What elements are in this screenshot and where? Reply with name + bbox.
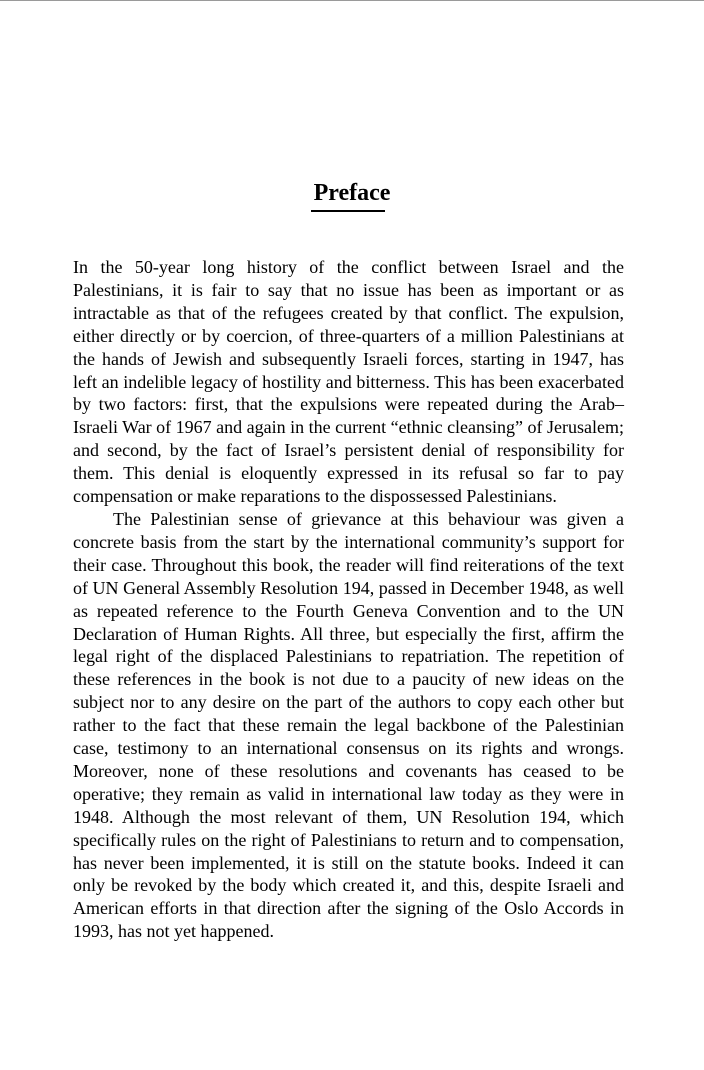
- paragraph-1: In the 50-year long history of the conflict between Israel and the Palestinians, it is fair to say that no issue has been as important or as intractable as that of the refugees created by that conflict. The expulsion, either directly or by coercion, of three-quarters of a million Palestinians at the hands of Jewish and subsequently Israeli forces, starting in 1947, has left an indelible legacy of hostility and bitterness. This has been exacerbated by two factors: first, that the expulsions were repeated during the Arab–Israeli War of 1967 and again in the current “ethnic cleansing” of Jerusalem; and second, by the fact of Israel’s persistent denial of responsibility for them. This denial is eloquently expressed in its refusal so far to pay compensation or make reparations to the dispossessed Palestinians.: [73, 257, 625, 507]
- page-title: Preface: [313, 180, 391, 207]
- paragraph-2: The Palestinian sense of grievance at this behaviour was given a concrete basis from the start by the international community’s support for their case. Throughout this book, the reader will find reiterations of the text of UN General Assembly Resolution 194, passed in December 1948, as well as repeated reference to the Fourth Geneva Convention and to the UN Declaration of Human Rights. All three, but especially the first, affirm the legal right of the displaced Palestinians to repatriation. The repetition of these references in the book is not due to a paucity of new ideas on the subject nor to any desire on the part of the authors to copy each other but rather to the fact that these remain the legal backbone of the Palestinian case, testimony to an international consensus on its rights and wrongs. Moreover, none of these resolutions and covenants has ceased to be operative; they remain as valid in international law today as they were in 1948. Although the most relevant of them, UN Resolution 194, which specifically rules on the right of Palestinians to return and to compensation, has never been implemented, it is still on the statute books. Indeed it can only be revoked by the body which created it, and this, despite Israeli and American efforts in that direction after the signing of the Oslo Accords in 1993, has not yet happened.: [73, 508, 624, 942]
- body-text: [73, 256, 624, 943]
- page-top-border: [0, 0, 704, 1]
- title-underline: [311, 210, 385, 212]
